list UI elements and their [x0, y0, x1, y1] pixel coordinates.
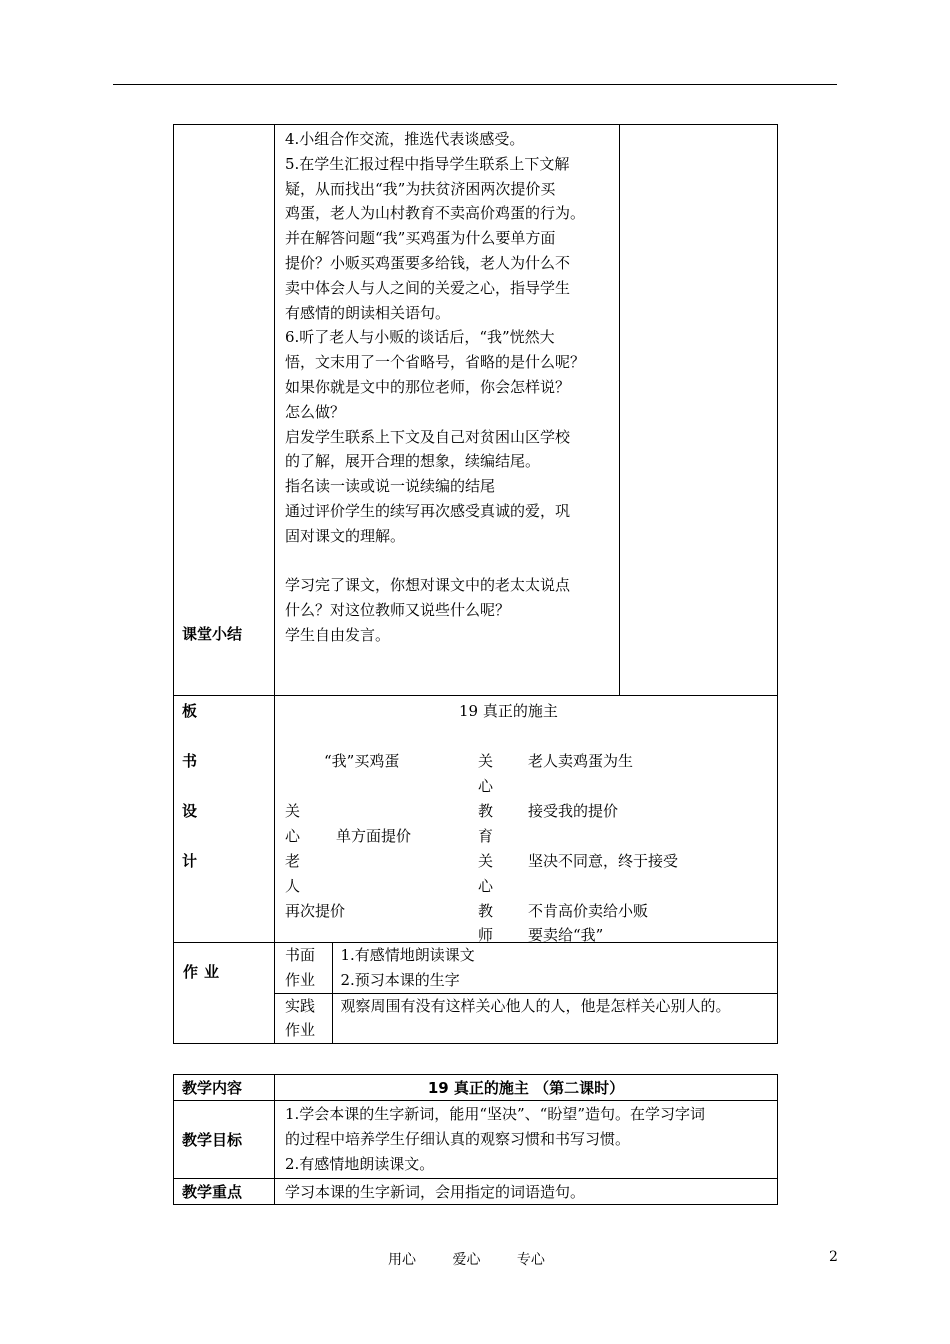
- board-middle-char: 关: [478, 752, 494, 770]
- board-middle-char: 心: [478, 777, 494, 795]
- homework-label-cell: [174, 943, 275, 1044]
- written-label: 书面: [285, 946, 316, 964]
- step-line: 有感情的朗读相关语句。: [285, 303, 451, 322]
- board-right-text: 坚决不同意，终于接受: [528, 852, 679, 870]
- focus-value: 学习本课的生字新词，会用指定的词语造句。: [275, 1179, 778, 1205]
- step-line: 启发学生联系上下文及自己对贫困山区学校: [285, 427, 571, 446]
- written-item: 1.有感情地朗读课文: [340, 946, 475, 964]
- board-right-text: 不肯高价卖给小贩: [528, 902, 649, 920]
- motto-word: 爱心: [452, 1252, 481, 1268]
- goals-cell: [275, 1101, 778, 1179]
- step-line: [285, 549, 613, 574]
- step-line: 卖中体会人与人之间的关爱之心，指导学生: [285, 278, 571, 297]
- step-line: 5.在学生汇报过程中指导学生联系上下文解: [285, 154, 570, 173]
- goals-label: 教学目标: [174, 1101, 275, 1179]
- content-value: 19 真正的施主 （第二课时）: [275, 1075, 778, 1101]
- step-line: 学生自由发言。: [285, 625, 391, 644]
- goal-line: 的过程中培养学生仔细认真的观察习惯和书写习惯。: [285, 1129, 631, 1148]
- step-line: 疑，从而找出“我”为扶贫济困两次提价买: [285, 179, 556, 198]
- step-line: 通过评价学生的续写再次感受真诚的爱，巩: [285, 501, 571, 520]
- written-label-cell: [275, 943, 332, 993]
- step-line: 悟，文末用了一个省略号，省略的是什么呢？: [285, 353, 586, 372]
- step-line: 提价？小贩买鸡蛋要多给钱，老人为什么不: [285, 253, 571, 272]
- board-label-char: 计: [182, 852, 198, 870]
- step-line: 固对课文的理解。: [285, 526, 406, 545]
- summary-label-cell: [174, 125, 275, 696]
- practice-item: 观察周围有没有这样关心他人的人，他是怎样关心别人的。: [340, 996, 731, 1015]
- step-line: 学习完了课文，你想对课文中的老太太说点: [285, 576, 571, 595]
- homework-label: 作业: [183, 963, 226, 981]
- board-label-cell: [174, 696, 275, 943]
- board-middle-char: 教: [478, 802, 494, 820]
- steps-list: [275, 125, 619, 695]
- summary-label: 课堂小结: [182, 625, 243, 643]
- board-middle-char: 育: [478, 827, 494, 845]
- board-middle-char: 心: [478, 877, 494, 895]
- step-line: 什么？对这位教师又说些什么呢？: [285, 601, 511, 620]
- board-middle-char: 师: [478, 926, 494, 944]
- step-line: 指名读一读或说一说续编的结尾: [285, 477, 496, 496]
- written-label: 作业: [285, 970, 316, 989]
- page-number: 2: [829, 1249, 838, 1265]
- focus-label: 教学重点: [174, 1179, 275, 1205]
- board-label-char: 书: [182, 752, 198, 770]
- step-line: 6.听了老人与小贩的谈话后，“我”恍然大: [285, 328, 555, 347]
- motto-word: 用心: [388, 1252, 416, 1268]
- step-line: 的了解，展开合理的想象，续编结尾。: [285, 452, 541, 471]
- board-label-char: 板: [182, 702, 198, 720]
- board-left-mid: 单方面提价: [336, 827, 412, 845]
- board-middle-char: 教: [478, 902, 494, 920]
- practice-label: 实践: [285, 996, 316, 1015]
- step-line: 4.小组合作交流，推选代表谈感受。: [285, 130, 525, 148]
- homework-practice-row: [275, 993, 778, 1044]
- written-items-cell: [332, 943, 777, 993]
- board-right-text: 接受我的提价: [528, 802, 619, 820]
- homework-practice-table: [275, 994, 777, 1044]
- board-left-char: 老: [285, 852, 301, 870]
- step-line: 如果你就是文中的那位老师，你会怎样说？: [285, 377, 571, 396]
- notes-cell: [620, 125, 778, 696]
- footer-motto: [388, 1249, 577, 1269]
- board-left-char: 关: [285, 802, 301, 820]
- board-left-char: 人: [285, 877, 301, 895]
- step-line: 怎么做？: [285, 402, 346, 421]
- content-label: 教学内容: [174, 1075, 275, 1101]
- board-left-top: “我”买鸡蛋: [324, 752, 400, 770]
- board-right-text: 要卖给“我”: [528, 926, 604, 944]
- step-line: 并在解答问题“我”买鸡蛋为什么要单方面: [285, 229, 556, 248]
- practice-label-cell: [275, 994, 332, 1044]
- written-item: 2.预习本课的生字: [340, 970, 460, 989]
- steps-cell: [275, 125, 620, 696]
- board-title: 19 真正的施主: [459, 702, 558, 720]
- homework-written-table: [275, 943, 777, 993]
- board-label-char: 设: [182, 802, 198, 820]
- practice-label: 作业: [285, 1021, 316, 1040]
- lesson-info-table: [173, 1074, 778, 1205]
- lesson-steps-table: [173, 124, 778, 1044]
- board-middle-char: 关: [478, 852, 494, 870]
- goal-line: 1.学会本课的生字新词，能用“坚决”、“盼望”造句。在学习字词: [285, 1105, 705, 1123]
- homework-written-row: [275, 943, 778, 994]
- goal-line: 2.有感情地朗读课文。: [285, 1154, 435, 1173]
- board-design: [275, 696, 778, 943]
- board-right-text: 老人卖鸡蛋为生: [528, 752, 634, 770]
- header-rule: [113, 84, 837, 85]
- step-line: 鸡蛋，老人为山村教育不卖高价鸡蛋的行为。: [285, 204, 586, 223]
- motto-word: 专心: [516, 1252, 545, 1268]
- board-left-bottom: 再次提价: [285, 902, 346, 920]
- practice-item-cell: [332, 994, 777, 1044]
- board-left-char: 心: [285, 827, 301, 845]
